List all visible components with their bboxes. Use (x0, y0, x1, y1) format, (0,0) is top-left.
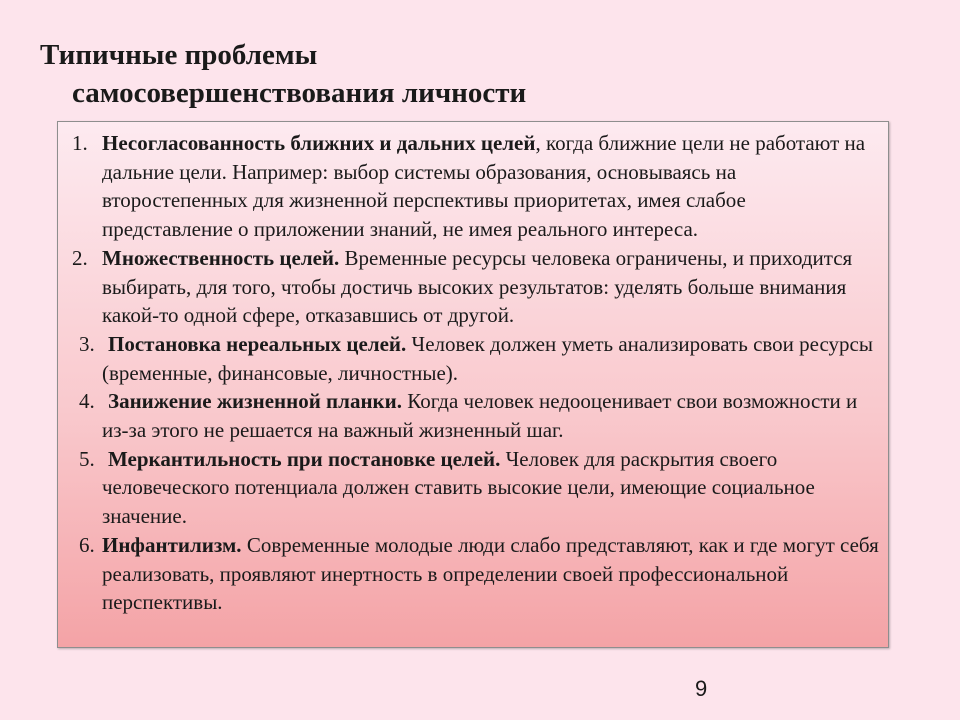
list-item (58, 531, 890, 617)
slide-title-line-1: Типичные проблемы (40, 39, 318, 71)
item-number: 4. (79, 389, 95, 414)
list-item (58, 129, 890, 244)
item-number: 2. (72, 245, 88, 270)
item-number: 5. (79, 446, 95, 471)
list-item (58, 445, 890, 531)
item-text: , когда ближние цели не работают на дальние цели. Например: выбор системы образования, основываясь на второстепенных для жизненной перспективы приоритетах, имея слабое представление о приложении знаний, не имея реального интереса. (102, 131, 866, 242)
item-text: Современные молодые люди слабо представляют, как и где могут себя реализовать, проявляют инертность в определении своей профессиональной перспективы. (102, 532, 879, 615)
item-number: 3. (79, 331, 95, 356)
item-text: Временные ресурсы человека ограничены, и приходится выбирать, для того, чтобы достичь высоких результатов: уделять больше внимания какой-то одной сфере, отказавшись от другой. (102, 245, 853, 328)
item-term: Постановка нереальных целей. (108, 331, 407, 356)
item-number: 6. (79, 532, 95, 557)
item-term: Занижение жизненной планки. (108, 389, 402, 414)
slide-title-line-2: самосовершенствования личности (72, 77, 527, 109)
item-term: Меркантильность при постановке целей. (108, 446, 501, 471)
item-number: 1. (72, 131, 88, 155)
list-item (58, 330, 890, 387)
list-item (58, 244, 890, 330)
item-text: Человек должен уметь анализировать свои ресурсы (временные, финансовые, личностные). (102, 331, 873, 385)
slide-title (40, 36, 920, 112)
item-term: Инфантилизм. (102, 532, 242, 557)
item-term: Несогласованность ближних и дальних целей (102, 131, 536, 155)
content-box (57, 121, 889, 648)
item-text: Человек для раскрытия своего человеческого потенциала должен ставить высокие цели, имеющие социальное значение. (102, 446, 815, 529)
item-text: Когда человек недооценивает свои возможности и из-за этого не решается на важный жизненный шаг. (102, 389, 858, 443)
list-item (58, 387, 890, 444)
page-number: 9 (695, 676, 708, 701)
problem-list (58, 129, 890, 617)
item-term: Множественность целей. (102, 245, 340, 270)
